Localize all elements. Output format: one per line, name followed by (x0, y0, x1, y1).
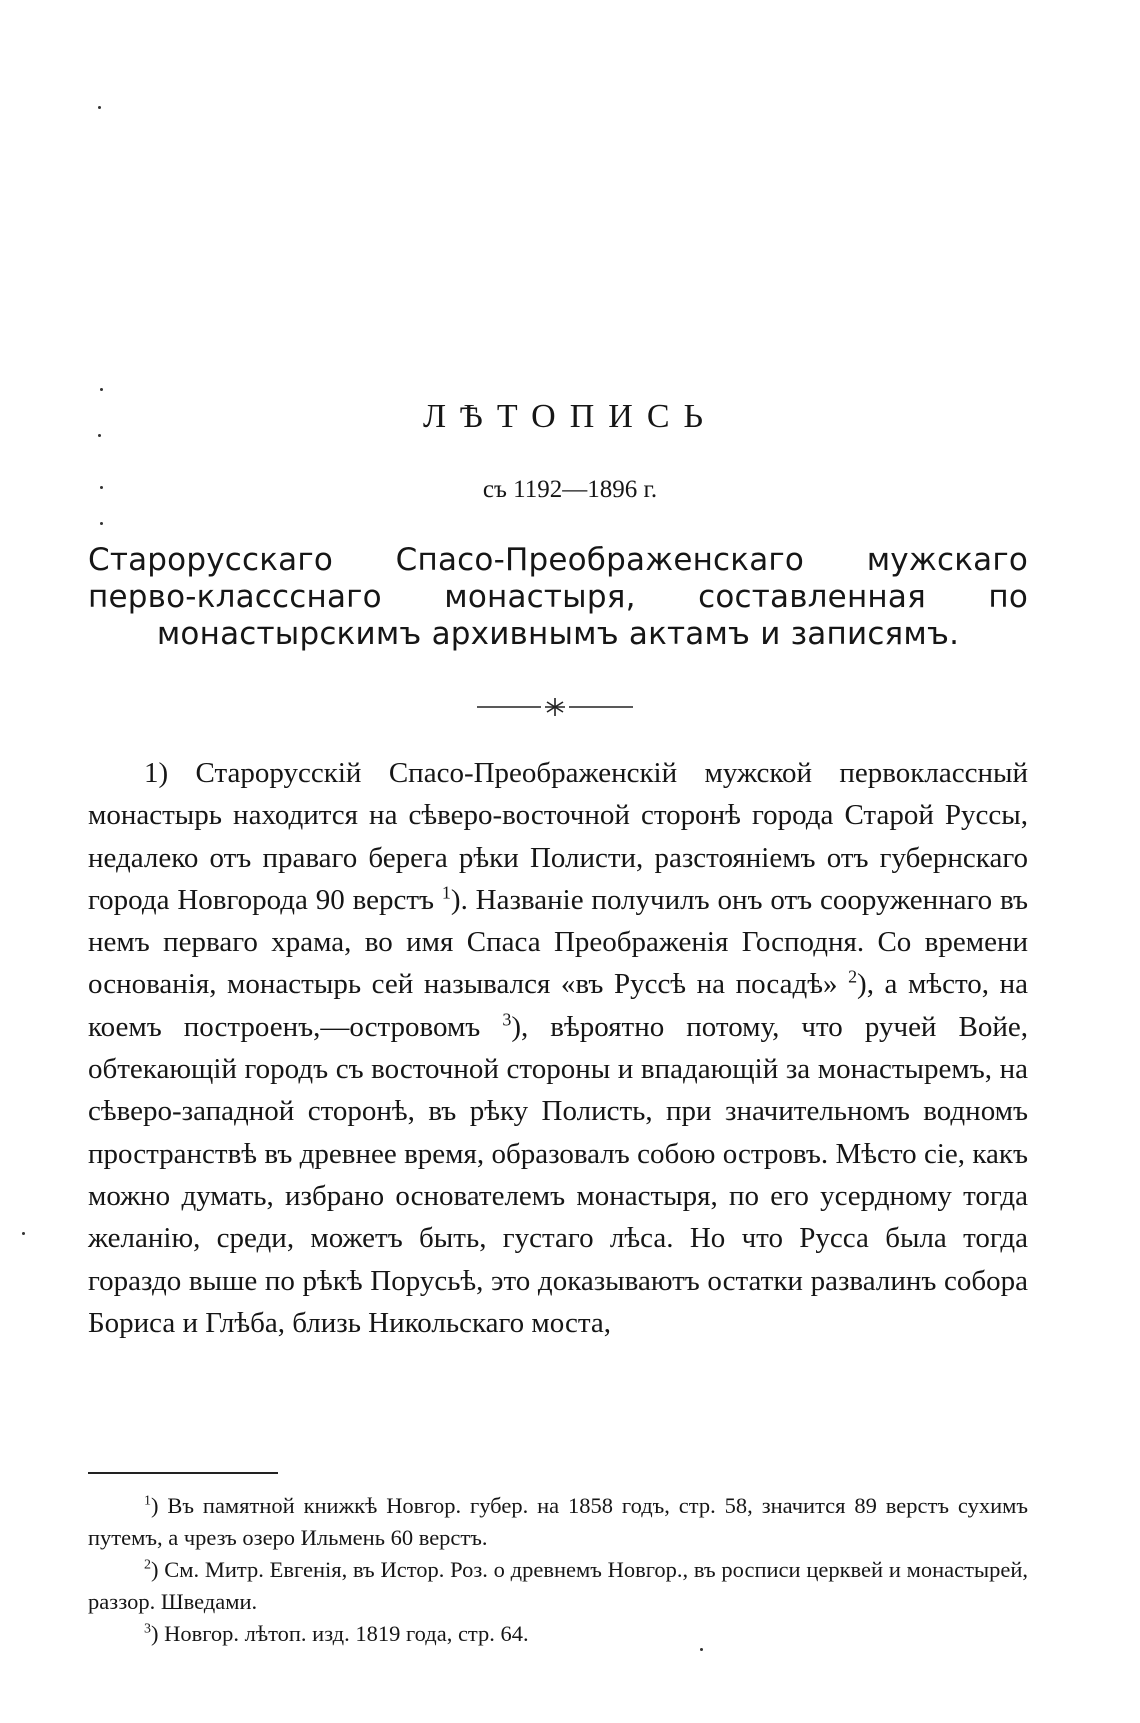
paragraph-segment-2: ). Названіе получилъ онъ отъ сооруженнаго въ немъ перваго храма, во имя Спаса Преображенія Господня. Со времени основанія, монастырь сей назывался «въ Руссѣ на посадѣ» (88, 883, 1028, 1001)
paragraph-segment-1: 1) Старорусскій Спасо-Преображенскій мужской первоклассный монастырь находится на сѣверо-восточной сторонѣ города Старой Руссы, недалеко отъ праваго берега рѣки Полисти, разстояніемъ отъ губернскаго города Новгорода 90 верстъ (88, 757, 1028, 916)
main-paragraph (88, 752, 1028, 1344)
footnote-3 (88, 1618, 1028, 1650)
footnote-mark: 3 (144, 1621, 151, 1637)
ornament-divider (475, 696, 635, 718)
paragraph-segment-3: ), а мѣсто, на коемъ построенъ,—островомъ (88, 968, 1028, 1043)
footnote-text: ) Въ памятной книжкѣ Новгор. губер. на 1858 годъ, стр. 58, значится 89 верстъ сухимъ путемъ, а чрезъ озеро Ильмень 60 верстъ. (88, 1493, 1028, 1550)
year-range: съ 1192—1896 г. (482, 476, 658, 503)
scan-speck (98, 434, 101, 437)
footnote-text: ) См. Митр. Евгенія, въ Истор. Роз. о древнемъ Новгор., въ росписи церквей и монастырей, раззор. Шведами. (88, 1557, 1028, 1614)
footnote-2 (88, 1554, 1028, 1618)
scan-speck (98, 106, 101, 109)
asterism-icon (545, 698, 565, 716)
footnote-mark: 2 (144, 1557, 151, 1573)
scan-speck (700, 1648, 703, 1651)
footnote-mark: 1 (144, 1493, 151, 1509)
footnote-ref-1[interactable]: 1 (441, 882, 451, 903)
document-subtitle: Старорусскаго Спасо-Преображенскаго мужскаго перво-классcнаго монастыря, составленная по монастырскимъ архивнымъ актамъ и записямъ. (88, 542, 1028, 652)
scan-speck (100, 388, 103, 391)
footnote-1 (88, 1490, 1028, 1554)
footnotes (88, 1490, 1028, 1650)
page-title: ЛѢТОПИСЬ (422, 398, 718, 435)
footnote-ref-3[interactable]: 3 (502, 1009, 512, 1030)
scan-speck (100, 522, 103, 525)
footnote-separator (88, 1472, 278, 1474)
scan-speck (100, 486, 103, 489)
scan-speck (22, 1232, 25, 1235)
footnote-ref-2[interactable]: 2 (848, 966, 858, 987)
footnote-text: ) Новгор. лѣтоп. изд. 1819 года, стр. 64. (150, 1621, 529, 1646)
paragraph-segment-4: ), вѣроятно потому, что ручей Войе, обтекающій городъ съ восточной стороны и впадающій за монастыремъ, на сѣверо-западной сторонѣ, въ рѣку Полисть, при значительномъ водномъ пространствѣ въ древнее время, образовалъ собою островъ. Мѣсто сіе, какъ можно думать, избрано основателемъ монастыря, по его усердному тогда желанію, среди, можетъ быть, густаго лѣса. Но что Русса была тогда гораздо выше по рѣкѣ Порусьѣ, это доказываютъ остатки развалинъ собора Бориса и Глѣба, близь Никольскаго моста, (88, 1010, 1028, 1339)
